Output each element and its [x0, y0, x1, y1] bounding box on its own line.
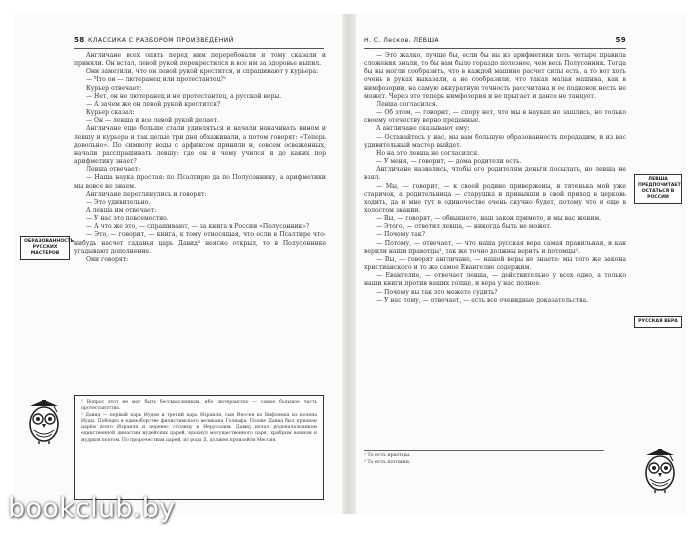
- paragraph: — Это, — говорит, — книга, к тому относящая, что если в Псалтире что-нибудь насчет гаданья царь Давид² неясно открыл, то в Полусоннике угадывают дополнение.: [74, 231, 326, 255]
- paragraph: — А что же это, — спрашивают, — за книга в России «Полусонник»?: [86, 223, 310, 231]
- paragraph: — Это удивительно.: [86, 198, 151, 206]
- margin-note-right-2: РУССКАЯ ВЕРА: [634, 316, 682, 328]
- body-text-right: [364, 52, 626, 305]
- footnote: ¹ Вопрос этот не мог быть бессмысленным, ибо лютеранство — самое большое часть протестантства.: [81, 400, 317, 412]
- paragraph: — Наша наука простая: по Псалтирю да по Полусоннику, а арифметики мы вовсе не знаем.: [74, 174, 326, 190]
- paragraph: — Вы, — говорят, — обвыкнете, наш закон примете, и мы вас женим.: [376, 215, 602, 223]
- paragraph: Англичане назвались, чтобы его родителям деньги посылать, но левша не взял.: [364, 166, 626, 182]
- paragraph: — У меня, — говорит, — дома родители есть.: [376, 158, 522, 166]
- paragraph: — А зачем же он левой рукой крестится?: [86, 100, 221, 108]
- watermark: bookclub.by: [8, 493, 176, 524]
- owl-icon: [24, 398, 64, 444]
- page-number-left: 58: [74, 36, 85, 44]
- paragraph: — Нет, он не лютеранец и не протестантец, а русской веры.: [86, 92, 282, 100]
- left-page: [14, 14, 342, 514]
- body-text-left: [74, 52, 326, 264]
- running-header-left: [74, 36, 324, 49]
- paragraph: — Оставайтесь у нас, мы вам большую образованность передадим, и из вас удивительный мастер выйдет.: [364, 133, 626, 149]
- paragraph: — Евангелие, — отвечает левша, — действительно у всех одно, а только наши книги против ваших толще, и вера у нас полнее.: [364, 272, 626, 288]
- paragraph: Курьер отвечает:: [86, 84, 142, 92]
- running-title-left: КЛАССИКА С РАЗБОРОМ ПРОИЗВЕДЕНИЙ: [88, 37, 234, 44]
- footnote: ² То есть потомки.: [364, 459, 411, 465]
- paragraph: — У нас это повсеместно.: [86, 215, 169, 223]
- paragraph: — У нас тому, — отвечает, — есть все очевидные доказательства.: [376, 296, 589, 304]
- paragraph: Англичане еще больше стали удивляться и начали накачивать вином и левшу и курьера и так целые три дня обхаживали, а потом говорят: «Теперь довольно». По символу воды с арфиксом приняли и, совсем освеженных, начали расспрашивать левшу: где он и чему учился и до каких пор арифметику знает?: [74, 125, 326, 166]
- paragraph: Левша отвечает:: [86, 166, 141, 174]
- margin-note-left: ОБРАЗОВАННОСТЬ РУССКИХ МАСТЕРОВ: [20, 236, 70, 260]
- paragraph: — Почему так?: [376, 231, 425, 239]
- book-gutter: [342, 14, 356, 514]
- paragraph: — Потому, — отвечает, — что наша русская вера самая правильная, и как верили наши правотцы¹, так же точно должны верить и потомцы².: [364, 239, 626, 255]
- footnote: ² Давид — первый царь Иудеи и третий царь Израиля, сын Иессея из Вифлеема из колена Иуды. Победил в единоборстве филистимского великана Голиафа. Позже Давид был признан царём всего Израиля и перенес столицу в Иерусалим. Давид начал родоначальником единственной династии иудейских царей, вдохнул могущественного царя, храбрым воином и мудрым поэтом. По пророчествам царей, из рода Д. должен произойти Мессия.: [81, 412, 317, 443]
- paragraph: Курьер сказал:: [86, 109, 135, 117]
- paragraph: Англичане переглянулись и говорят:: [86, 190, 207, 198]
- right-page: [356, 14, 686, 514]
- paragraph: — Что он — лютеранец или протестантец?¹: [86, 76, 227, 84]
- paragraph: Они говорят:: [86, 255, 129, 263]
- book-spread: [14, 14, 686, 514]
- paragraph: — Мы, — говорит, — к своей родине привержены, и тятенька мой уже старичок, а родительница — старушка и привыкши в свой приход в церковь ходить, да и мне тут в одиночестве очень скучно будет, потому что я еще в холостом звании.: [364, 182, 626, 214]
- paragraph: — Это жалко, лучше бы, если бы вы из арифметики хоть четыре правила сложения знали, то бы вам было гораздо полезнее, чем весь Полусонник. Тогда бы вы могли сообразить, что в каждой машине расчет силы есть, а то вот хоть очень в руках выказали, а не сообразили, что такая малая машина, как в нимфозории, на самую аккуратную точность рассчитана и ее подковок несть не может. Через это теперь нимфозория и не прыгает и дансе не танцует.: [364, 52, 626, 100]
- paragraph: — Этого, — ответил левша, — никогда быть не может.: [376, 223, 552, 231]
- margin-note-right-1: ЛЕВША ПРЕДПОЧИТАЕТ ОСТАТЬСЯ В РОССИИ: [634, 174, 682, 204]
- running-header-right: [364, 36, 626, 49]
- footnotes-right: [364, 450, 604, 466]
- paragraph: — Он — левша и все левой рукой делает.: [86, 117, 219, 125]
- running-title-right: Н. С. Лесков. ЛЕВША: [364, 37, 440, 44]
- paragraph: — Почему вы так это можете судить?: [376, 288, 498, 296]
- footnote: ¹ То есть праотцы.: [364, 453, 411, 458]
- paragraph: А левша им отвечает:: [86, 206, 157, 214]
- paragraph: Левша согласился.: [376, 100, 438, 108]
- paragraph: Но на это левша не согласился.: [376, 149, 480, 157]
- footnotes-box-left: [74, 395, 324, 500]
- paragraph: А англичане сказывают ему:: [376, 125, 470, 133]
- paragraph: Они заметили, что он левой рукой крестится, и спрашивают у курьера:: [86, 68, 319, 76]
- paragraph: — Об этом, — говорит, — спору нет, что мы в науках не зашлись, но только своему отечеству верно преданные.: [364, 109, 626, 125]
- paragraph: — Вы, — говорят англичане, — нашей веры не знаете: мы того же закона христианского и то же самое Евангелие содержим.: [364, 255, 626, 272]
- page-number-right: 59: [615, 36, 626, 44]
- paragraph: Англичане всех опять перед ним переребовали и тому сказали и приняли. Он встал, левой рукой перекрестился и все им за здоровье выпил.: [74, 52, 326, 68]
- owl-icon: [640, 447, 680, 493]
